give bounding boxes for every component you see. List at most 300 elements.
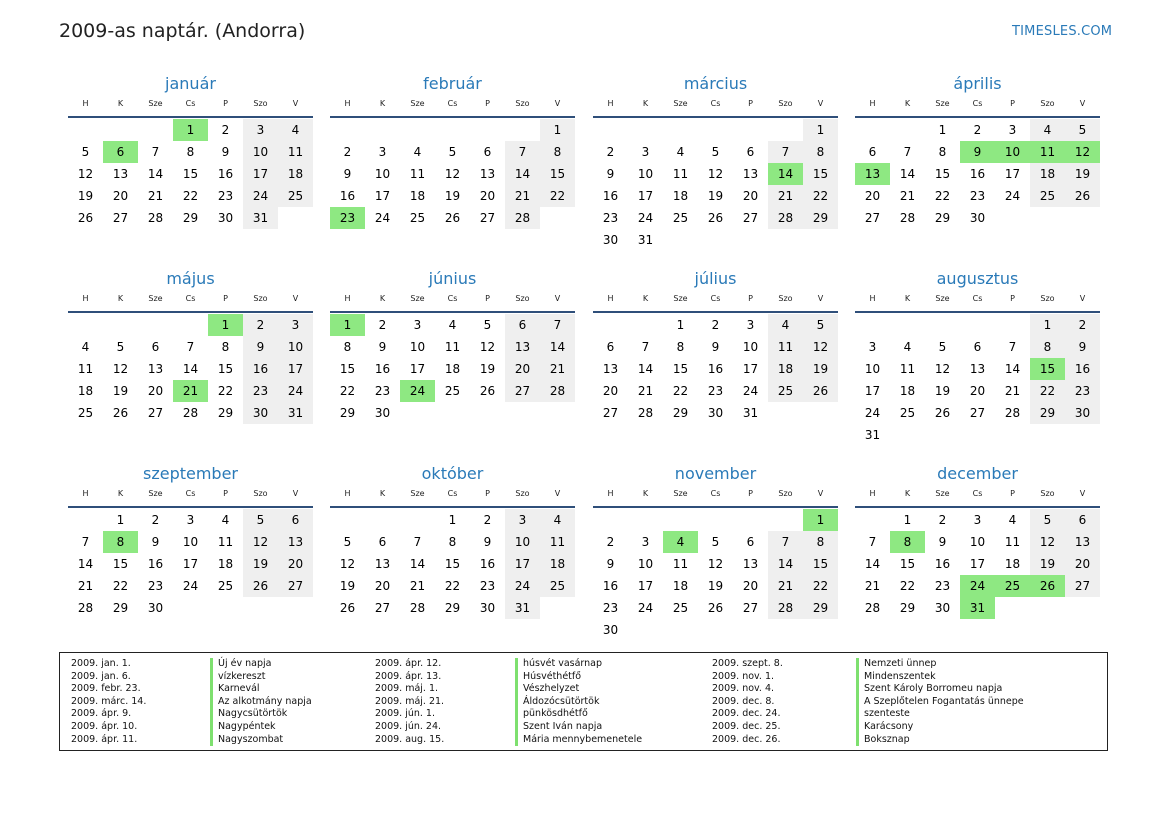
day-cell: 22	[803, 575, 838, 597]
day-cell: 3	[868, 340, 877, 354]
day-cell: 4	[81, 340, 90, 354]
month-11	[593, 463, 838, 641]
day-cell: 8	[803, 141, 838, 163]
day-cell: 25	[77, 406, 94, 420]
legend-date: 2009. febr. 23.	[71, 683, 141, 695]
empty-cell	[68, 314, 103, 336]
day-cell: 19	[1030, 553, 1065, 575]
day-cell: 14	[864, 557, 881, 571]
day-cell: 5	[711, 145, 720, 159]
day-cell: 23	[934, 579, 951, 593]
day-cell: 2	[243, 314, 278, 336]
month-4	[855, 73, 1100, 229]
day-cell: 6	[151, 340, 160, 354]
month-10	[330, 463, 575, 619]
day-cell: 21	[77, 579, 94, 593]
day-cell: 15	[217, 362, 234, 376]
day-cell: 17	[182, 557, 199, 571]
empty-cell	[855, 314, 890, 336]
legend-date: 2009. ápr. 9.	[71, 708, 132, 720]
day-cell: 14	[768, 553, 803, 575]
day-cell: 17	[864, 384, 881, 398]
weekday-label: K	[117, 489, 124, 498]
day-cell: 20	[969, 384, 986, 398]
day-cell: 19	[339, 579, 356, 593]
weekday-label: Sze	[410, 489, 425, 498]
empty-cell	[733, 119, 768, 141]
day-cell: 27	[1065, 575, 1100, 597]
weekday-label: P	[1010, 294, 1015, 303]
weekday-header	[593, 94, 838, 113]
day-cell: 10	[182, 535, 199, 549]
weekday-label: K	[642, 99, 649, 108]
legend-holiday-name: Nagycsütörtök	[210, 708, 312, 721]
day-cell: 14	[505, 163, 540, 185]
day-cell: 8	[803, 531, 838, 553]
day-cell: 3	[505, 509, 540, 531]
day-cell: 14	[77, 557, 94, 571]
empty-cell	[593, 119, 628, 141]
day-cell: 7	[641, 340, 650, 354]
empty-cell	[68, 509, 103, 531]
day-cell: 11	[1004, 535, 1021, 549]
weekday-label: Cs	[710, 489, 721, 498]
day-cell: 21	[899, 189, 916, 203]
day-cell: 4	[278, 119, 313, 141]
day-cell: 20	[602, 384, 619, 398]
day-cell: 24	[243, 185, 278, 207]
day-cell: 11	[409, 167, 426, 181]
empty-cell	[173, 314, 208, 336]
holiday-day-cell: 24	[400, 380, 435, 402]
weekday-label: Cs	[185, 99, 196, 108]
legend-names-col-1	[210, 658, 312, 746]
day-cell: 19	[479, 362, 496, 376]
day-cell: 2	[711, 318, 720, 332]
empty-cell	[400, 509, 435, 531]
empty-cell	[768, 509, 803, 531]
day-cell: 19	[77, 189, 94, 203]
holiday-day-cell: 26	[1030, 575, 1065, 597]
day-cell: 24	[637, 601, 654, 615]
day-cell: 7	[903, 145, 912, 159]
day-cell: 5	[243, 509, 278, 531]
holiday-day-cell: 4	[663, 531, 698, 553]
day-cell: 7	[540, 314, 575, 336]
day-cell: 3	[243, 119, 278, 141]
month-name: április	[953, 74, 1002, 93]
weekday-label: H	[869, 99, 876, 108]
legend-date: 2009. jan. 6.	[71, 670, 131, 682]
day-cell: 25	[672, 601, 689, 615]
day-cell: 20	[742, 579, 759, 593]
day-cell: 19	[444, 189, 461, 203]
day-cell: 23	[243, 380, 278, 402]
holiday-day-cell: 13	[855, 163, 890, 185]
day-cell: 19	[803, 358, 838, 380]
header-rule	[855, 311, 1100, 313]
weekday-label: Szo	[1040, 489, 1055, 498]
day-cell: 2	[343, 145, 352, 159]
weekday-label: K	[379, 489, 386, 498]
header-rule	[68, 311, 313, 313]
holiday-day-cell: 24	[960, 575, 995, 597]
day-cell: 20	[479, 189, 496, 203]
empty-cell	[365, 119, 400, 141]
legend-holiday-name: Nagyszombat	[210, 734, 312, 747]
day-cell: 1	[676, 318, 685, 332]
day-cell: 22	[444, 579, 461, 593]
month-3	[593, 73, 838, 251]
day-cell: 28	[768, 207, 803, 229]
month-8	[855, 268, 1100, 446]
weekday-label: P	[748, 99, 753, 108]
month-name: július	[694, 269, 737, 288]
weekday-label: Szo	[1040, 294, 1055, 303]
day-cell: 25	[1030, 185, 1065, 207]
weekday-label: P	[485, 99, 490, 108]
legend-date: 2009. dec. 24.	[712, 708, 781, 720]
day-cell: 25	[217, 579, 234, 593]
day-cell: 22	[182, 189, 199, 203]
day-cell: 3	[413, 318, 422, 332]
day-cell: 18	[77, 384, 94, 398]
weekday-label: Szo	[778, 99, 793, 108]
day-cell: 27	[602, 406, 619, 420]
weekday-label: V	[554, 294, 561, 303]
holiday-day-cell: 21	[173, 380, 208, 402]
day-cell: 22	[217, 384, 234, 398]
day-cell: 15	[934, 167, 951, 181]
day-cell: 22	[540, 185, 575, 207]
weekday-label: Szo	[515, 99, 530, 108]
weekday-header	[68, 289, 313, 308]
weekday-label: V	[292, 489, 299, 498]
weekday-label: Szo	[515, 294, 530, 303]
day-cell: 13	[602, 362, 619, 376]
day-cell: 5	[343, 535, 352, 549]
day-cell: 6	[278, 509, 313, 531]
weekday-label: V	[817, 489, 824, 498]
weekday-label: H	[607, 294, 614, 303]
day-cell: 17	[374, 189, 391, 203]
day-cell: 9	[606, 167, 615, 181]
holiday-day-cell: 1	[330, 314, 365, 336]
weekday-label: P	[1010, 489, 1015, 498]
weekday-label: Sze	[673, 489, 688, 498]
day-cell: 2	[938, 513, 947, 527]
day-cell: 23	[1065, 380, 1100, 402]
day-cell: 19	[243, 553, 278, 575]
day-grid	[593, 509, 838, 641]
day-cell: 8	[221, 340, 230, 354]
day-cell: 27	[112, 211, 129, 225]
day-cell: 6	[378, 535, 387, 549]
day-cell: 18	[444, 362, 461, 376]
day-cell: 22	[803, 185, 838, 207]
weekday-label: P	[485, 294, 490, 303]
day-cell: 25	[278, 185, 313, 207]
day-cell: 26	[112, 406, 129, 420]
day-cell: 10	[243, 141, 278, 163]
empty-cell	[628, 509, 663, 531]
weekday-header	[330, 289, 575, 308]
weekday-header	[68, 94, 313, 113]
day-cell: 15	[444, 557, 461, 571]
empty-cell	[330, 509, 365, 531]
month-2	[330, 73, 575, 229]
day-cell: 6	[746, 535, 755, 549]
day-cell: 1	[803, 119, 838, 141]
empty-cell	[470, 119, 505, 141]
weekday-label: K	[379, 294, 386, 303]
day-cell: 27	[742, 211, 759, 225]
day-cell: 12	[77, 167, 94, 181]
day-cell: 15	[339, 362, 356, 376]
day-cell: 26	[934, 406, 951, 420]
month-name: augusztus	[936, 269, 1019, 288]
month-9	[68, 463, 313, 619]
day-cell: 24	[864, 406, 881, 420]
empty-cell	[698, 509, 733, 531]
weekday-label: H	[607, 99, 614, 108]
legend-dates-col-3	[712, 658, 783, 746]
day-cell: 29	[217, 406, 234, 420]
day-cell: 10	[969, 535, 986, 549]
day-cell: 9	[1065, 336, 1100, 358]
day-cell: 28	[77, 601, 94, 615]
weekday-label: Szo	[253, 489, 268, 498]
empty-cell	[698, 119, 733, 141]
day-cell: 3	[641, 535, 650, 549]
day-cell: 30	[479, 601, 496, 615]
month-5	[68, 268, 313, 424]
day-cell: 8	[676, 340, 685, 354]
weekday-label: P	[485, 489, 490, 498]
weekday-header	[593, 484, 838, 503]
day-cell: 9	[221, 145, 230, 159]
day-cell: 16	[339, 189, 356, 203]
day-cell: 15	[540, 163, 575, 185]
holiday-day-cell: 15	[1030, 358, 1065, 380]
day-cell: 17	[969, 557, 986, 571]
day-cell: 18	[672, 189, 689, 203]
month-1	[68, 73, 313, 229]
empty-cell	[593, 314, 628, 336]
day-cell: 22	[1030, 380, 1065, 402]
day-cell: 10	[864, 362, 881, 376]
day-cell: 28	[1004, 406, 1021, 420]
day-cell: 4	[221, 513, 230, 527]
day-cell: 19	[112, 384, 129, 398]
day-cell: 15	[182, 167, 199, 181]
day-cell: 29	[182, 211, 199, 225]
weekday-header	[330, 94, 575, 113]
day-cell: 21	[540, 358, 575, 380]
day-cell: 5	[803, 314, 838, 336]
day-cell: 21	[409, 579, 426, 593]
legend-holiday-name: Áldozócsütörtök	[515, 696, 642, 709]
day-cell: 11	[899, 362, 916, 376]
day-cell: 22	[934, 189, 951, 203]
day-cell: 13	[147, 362, 164, 376]
empty-cell	[138, 314, 173, 336]
header-rule	[68, 506, 313, 508]
day-cell: 18	[540, 553, 575, 575]
legend-holiday-name: húsvét vasárnap	[515, 658, 642, 671]
weekday-label: P	[223, 489, 228, 498]
weekday-label: Cs	[447, 294, 458, 303]
empty-cell	[925, 314, 960, 336]
day-cell: 14	[409, 557, 426, 571]
day-cell: 2	[221, 123, 230, 137]
header-rule	[593, 506, 838, 508]
month-name: szeptember	[142, 464, 238, 483]
day-cell: 21	[147, 189, 164, 203]
day-cell: 9	[606, 557, 615, 571]
weekday-label: P	[1010, 99, 1015, 108]
day-cell: 4	[676, 145, 685, 159]
day-grid	[330, 119, 575, 229]
holiday-day-cell: 1	[803, 509, 838, 531]
month-name: június	[428, 269, 477, 288]
holiday-day-cell: 10	[995, 141, 1030, 163]
legend-holiday-name: Mária mennybemenetele	[515, 734, 642, 747]
weekday-label: Cs	[710, 99, 721, 108]
day-cell: 3	[278, 314, 313, 336]
holiday-day-cell: 12	[1065, 141, 1100, 163]
day-cell: 11	[278, 141, 313, 163]
legend-holiday-name: Karnevál	[210, 683, 312, 696]
day-cell: 22	[339, 384, 356, 398]
day-cell: 3	[1008, 123, 1017, 137]
weekday-label: K	[904, 99, 911, 108]
day-cell: 18	[899, 384, 916, 398]
day-cell: 15	[803, 163, 838, 185]
legend-date: 2009. márc. 14.	[71, 695, 147, 707]
day-cell: 26	[479, 384, 496, 398]
empty-cell	[960, 314, 995, 336]
weekday-label: K	[904, 489, 911, 498]
empty-cell	[103, 119, 138, 141]
day-cell: 12	[707, 167, 724, 181]
day-cell: 26	[707, 601, 724, 615]
legend-holiday-name: vízkereszt	[210, 671, 312, 684]
weekday-label: Sze	[410, 99, 425, 108]
day-cell: 11	[444, 340, 461, 354]
weekday-label: V	[817, 99, 824, 108]
day-cell: 7	[151, 145, 160, 159]
day-cell: 28	[864, 601, 881, 615]
empty-cell	[435, 119, 470, 141]
weekday-label: Szo	[253, 99, 268, 108]
day-cell: 23	[479, 579, 496, 593]
day-cell: 20	[278, 553, 313, 575]
day-cell: 15	[672, 362, 689, 376]
day-cell: 16	[707, 362, 724, 376]
day-cell: 7	[768, 141, 803, 163]
day-cell: 4	[768, 314, 803, 336]
day-cell: 31	[637, 233, 654, 247]
day-cell: 13	[112, 167, 129, 181]
day-cell: 18	[1004, 557, 1021, 571]
day-cell: 7	[81, 535, 90, 549]
legend-date: 2009. ápr. 10.	[71, 720, 138, 732]
day-cell: 16	[243, 358, 278, 380]
weekday-label: K	[117, 99, 124, 108]
day-cell: 8	[343, 340, 352, 354]
day-cell: 1	[903, 513, 912, 527]
page-title: 2009-as naptár. (Andorra)	[59, 20, 306, 42]
day-cell: 21	[768, 575, 803, 597]
weekday-label: P	[223, 294, 228, 303]
day-cell: 18	[409, 189, 426, 203]
weekday-label: K	[642, 489, 649, 498]
header-rule	[330, 116, 575, 118]
day-cell: 13	[742, 557, 759, 571]
empty-cell	[628, 119, 663, 141]
weekday-header	[330, 484, 575, 503]
day-cell: 10	[505, 531, 540, 553]
weekday-header	[855, 289, 1100, 308]
day-cell: 7	[868, 535, 877, 549]
month-name: január	[165, 74, 216, 93]
day-cell: 23	[147, 579, 164, 593]
day-cell: 14	[182, 362, 199, 376]
day-cell: 29	[112, 601, 129, 615]
weekday-label: V	[292, 99, 299, 108]
day-cell: 24	[505, 575, 540, 597]
day-cell: 7	[186, 340, 195, 354]
day-cell: 3	[973, 513, 982, 527]
weekday-label: V	[554, 489, 561, 498]
weekday-label: Sze	[673, 99, 688, 108]
day-cell: 27	[147, 406, 164, 420]
holiday-day-cell: 1	[208, 314, 243, 336]
day-cell: 6	[483, 145, 492, 159]
weekday-label: V	[817, 294, 824, 303]
day-cell: 29	[444, 601, 461, 615]
day-cell: 31	[278, 402, 313, 424]
weekday-label: P	[748, 294, 753, 303]
day-cell: 30	[969, 211, 986, 225]
day-cell: 22	[672, 384, 689, 398]
day-cell: 11	[217, 535, 234, 549]
empty-cell	[995, 314, 1030, 336]
day-cell: 8	[186, 145, 195, 159]
day-cell: 13	[505, 336, 540, 358]
day-cell: 28	[637, 406, 654, 420]
day-cell: 10	[374, 167, 391, 181]
day-cell: 2	[378, 318, 387, 332]
day-cell: 7	[768, 531, 803, 553]
weekday-label: K	[904, 294, 911, 303]
day-cell: 26	[339, 601, 356, 615]
day-cell: 17	[1004, 167, 1021, 181]
day-cell: 25	[540, 575, 575, 597]
day-cell: 20	[112, 189, 129, 203]
brand-link[interactable]: TIMESLES.COM	[1012, 24, 1113, 39]
day-cell: 9	[378, 340, 387, 354]
day-cell: 4	[540, 509, 575, 531]
holiday-day-cell: 11	[1030, 141, 1065, 163]
header-rule	[593, 116, 838, 118]
day-grid	[330, 509, 575, 619]
weekday-label: P	[748, 489, 753, 498]
holiday-day-cell: 23	[330, 207, 365, 229]
legend-holiday-name: Vészhelyzet	[515, 683, 642, 696]
day-cell: 10	[637, 557, 654, 571]
